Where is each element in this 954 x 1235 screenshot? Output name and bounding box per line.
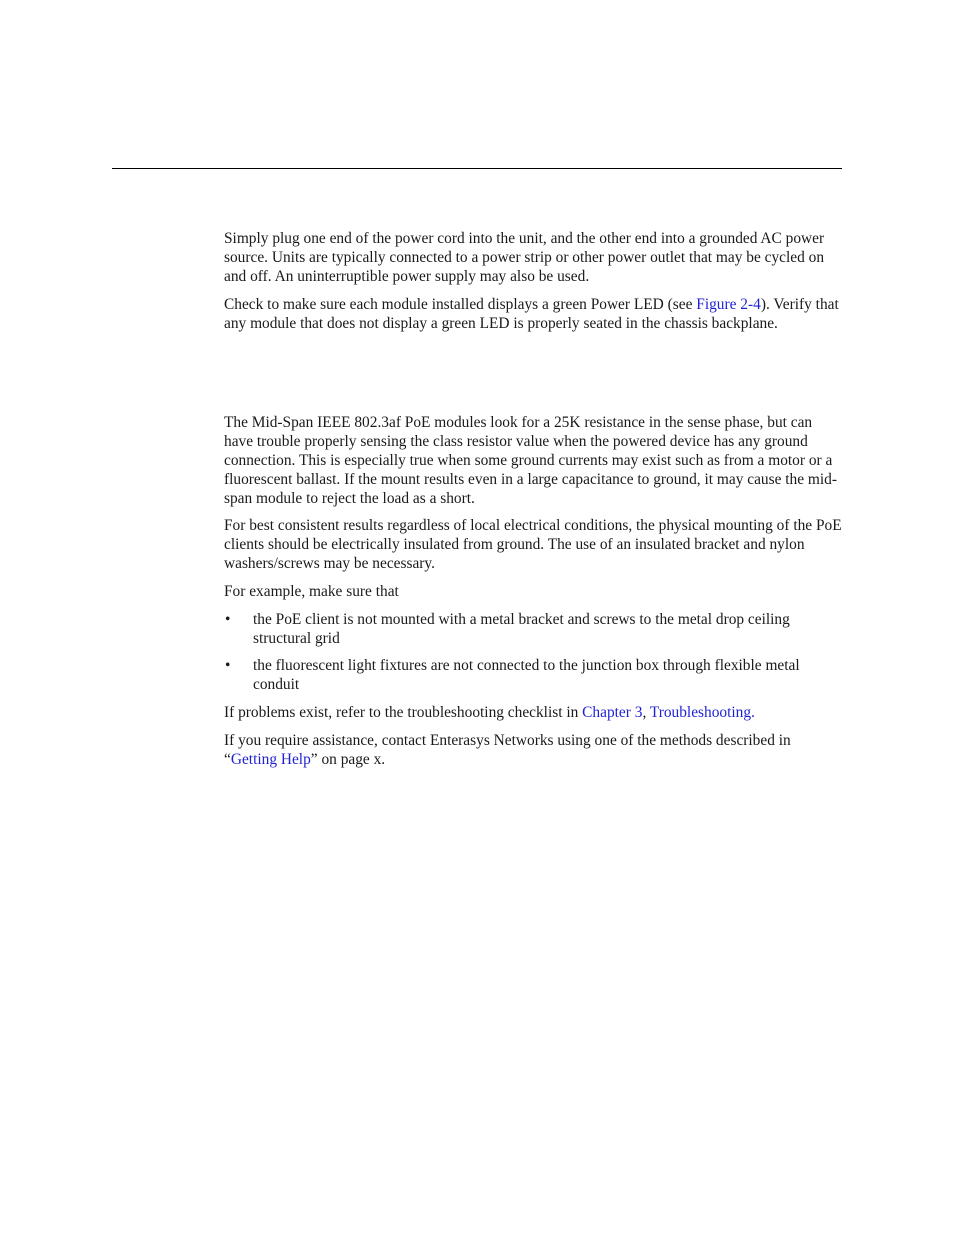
- power-cord-text: Simply plug one end of the power cord into the unit, and the other end into a grounded AC power source. Units are typically connected to a power strip or other power outlet that may be cycled on and off. An uninterruptible power supply may also be used.: [224, 230, 825, 285]
- chapter-3-link[interactable]: Chapter 3: [582, 704, 643, 721]
- poe-sensing-paragraph: [224, 414, 842, 509]
- poe-sensing-text: The Mid-Span IEEE 802.3af PoE modules look for a 25K resistance in the sense phase, but can have trouble properly sensing the class resistor value when the powered device has any ground connection. This is especially true when some ground currents may exist such as from a motor or a fluorescent ballast. If the mount results even in a large capacitance to ground, it may cause the mid-span module to reject the load as a short.: [224, 414, 837, 507]
- list-item: [224, 611, 842, 649]
- troubleshooting-paragraph: [224, 704, 842, 723]
- troubleshooting-text-start: If problems exist, refer to the troubleshooting checklist in: [224, 704, 583, 721]
- mounting-checklist-2: [224, 657, 842, 695]
- example-intro-text: For example, make sure that: [224, 583, 399, 600]
- mounting-checklist: [224, 611, 842, 649]
- list-item: [224, 657, 842, 695]
- assistance-text-end: ” on page x.: [310, 750, 386, 768]
- header-rule: [112, 168, 842, 169]
- insulation-paragraph: [224, 517, 842, 574]
- list-item-text: the fluorescent light fixtures are not connected to the junction box through flexible metal conduit: [253, 657, 800, 693]
- figure-2-4-link[interactable]: Figure 2-4: [696, 296, 761, 313]
- power-led-text-end: ). Verify that any module that does not display a green LED is properly seated in the chassis backplane.: [224, 296, 839, 332]
- bullet-marker: •: [225, 657, 231, 674]
- power-led-text: [224, 296, 842, 334]
- link-separator: ,: [642, 704, 650, 721]
- example-intro-paragraph: [224, 583, 842, 602]
- insulation-text: For best consistent results regardless of local electrical conditions, the physical mounting of the PoE clients should be electrically insulated from ground. The use of an insulated bracket and nylon washers/screws may be necessary.: [224, 517, 842, 572]
- power-cord-paragraph: [224, 230, 842, 287]
- assistance-text-start: If you require assistance, contact Enterasys Networks using one of the methods described in “: [224, 732, 791, 768]
- bullet-marker: •: [225, 611, 231, 628]
- power-led-text-start: Check to make sure each module installed displays a green Power LED (see: [224, 296, 697, 313]
- assistance-paragraph: [224, 732, 842, 770]
- power-led-paragraph: [224, 296, 842, 334]
- list-item-text: the PoE client is not mounted with a metal bracket and screws to the metal drop ceiling structural grid: [253, 611, 790, 647]
- assistance-text: [224, 732, 842, 770]
- troubleshooting-link[interactable]: Troubleshooting.: [649, 704, 755, 721]
- getting-help-link[interactable]: Getting Help: [230, 750, 311, 768]
- troubleshooting-text: [224, 704, 842, 723]
